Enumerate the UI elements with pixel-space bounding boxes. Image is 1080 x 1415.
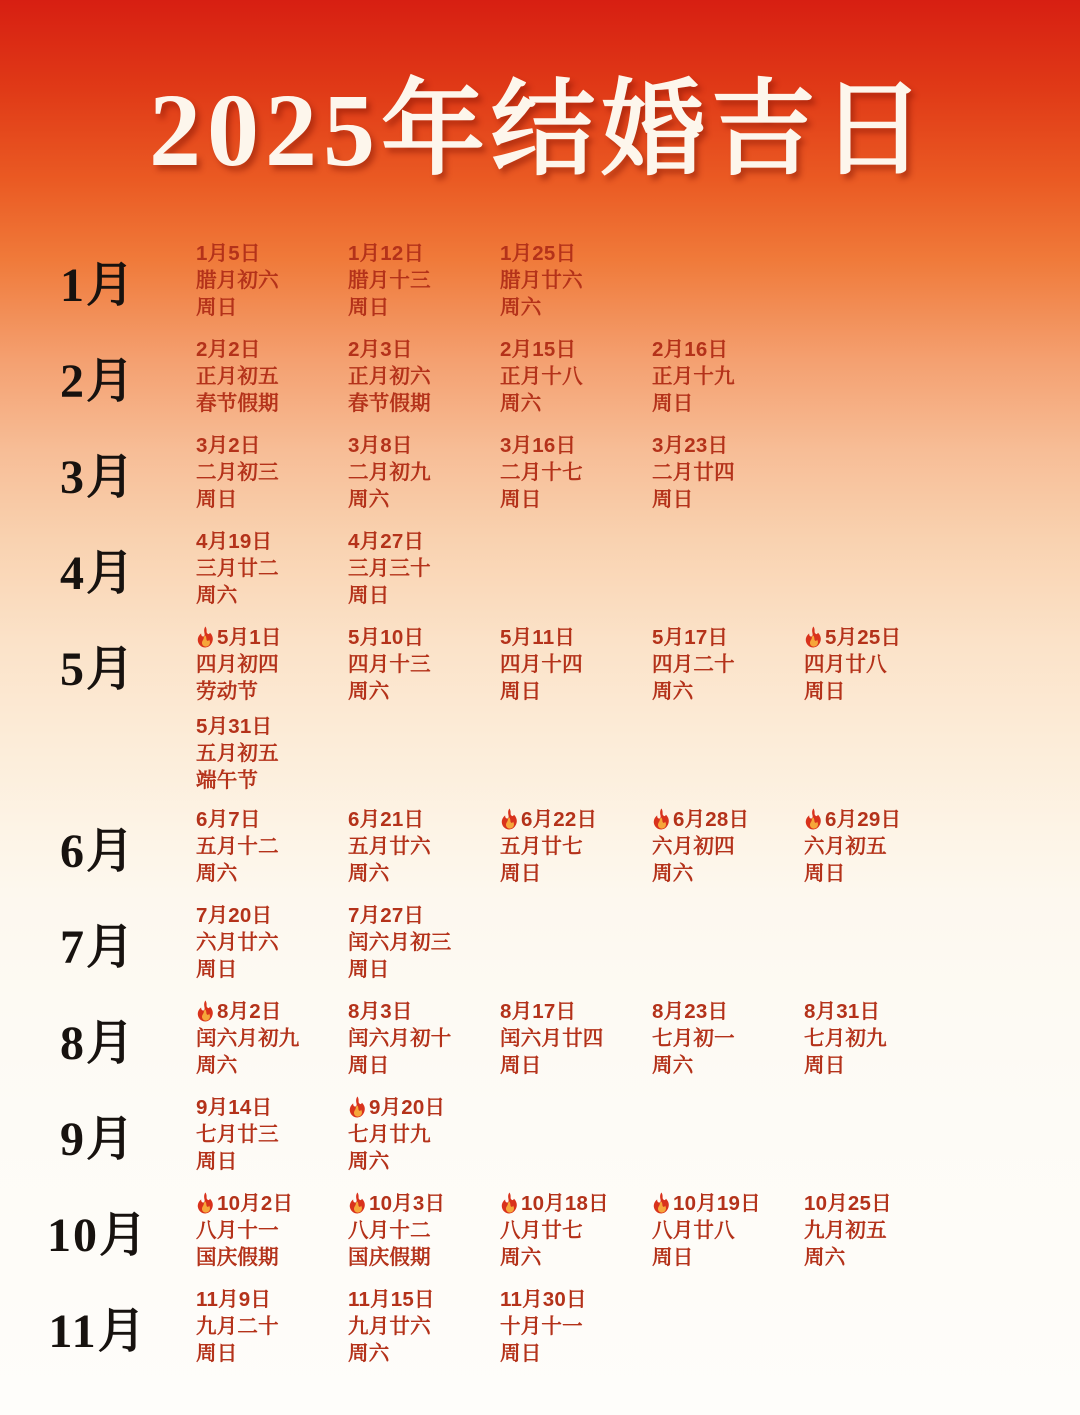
date-cell[interactable] bbox=[348, 616, 500, 705]
date-solar-text: 9月20日 bbox=[369, 1096, 446, 1119]
month-row bbox=[0, 328, 1080, 424]
month-label-2: 2月 bbox=[59, 355, 136, 408]
month-dates bbox=[196, 798, 1080, 887]
date-lunar: 四月十四 bbox=[500, 653, 583, 676]
page-title: 2025年结婚吉日 bbox=[148, 73, 931, 188]
date-weekday: 周六 bbox=[500, 1246, 542, 1269]
date-solar-text: 11月9日 bbox=[196, 1288, 272, 1311]
date-cell[interactable] bbox=[652, 616, 804, 705]
date-cell[interactable] bbox=[196, 616, 348, 705]
date-weekday: 周日 bbox=[500, 1342, 542, 1365]
date-weekday: 春节假期 bbox=[196, 392, 279, 415]
date-cell[interactable] bbox=[196, 424, 348, 513]
date-solar bbox=[348, 336, 492, 363]
date-weekday: 周六 bbox=[500, 392, 542, 415]
date-solar bbox=[804, 998, 948, 1025]
date-solar bbox=[196, 1094, 340, 1121]
date-solar-text: 7月20日 bbox=[196, 904, 273, 927]
date-cell[interactable] bbox=[196, 705, 348, 794]
date-solar-text: 5月31日 bbox=[196, 715, 273, 738]
date-weekday: 周日 bbox=[196, 488, 238, 511]
date-solar bbox=[500, 432, 644, 459]
date-solar-text: 1月5日 bbox=[196, 242, 261, 265]
month-row bbox=[0, 1182, 1080, 1278]
date-lunar: 五月廿七 bbox=[500, 835, 583, 858]
date-solar-text: 2月3日 bbox=[348, 338, 413, 361]
date-solar-text: 2月15日 bbox=[500, 338, 577, 361]
date-solar bbox=[348, 432, 492, 459]
date-weekday: 周日 bbox=[652, 488, 694, 511]
date-solar-text: 4月27日 bbox=[348, 530, 425, 553]
date-solar bbox=[804, 624, 948, 651]
date-weekday: 周日 bbox=[196, 1150, 238, 1173]
date-lunar: 正月初六 bbox=[348, 365, 431, 388]
date-cell[interactable] bbox=[652, 798, 804, 887]
date-cell[interactable] bbox=[804, 616, 956, 705]
date-cell[interactable] bbox=[804, 990, 956, 1079]
date-cell[interactable] bbox=[348, 328, 500, 417]
date-weekday: 周六 bbox=[196, 1054, 238, 1077]
date-weekday: 端午节 bbox=[196, 769, 259, 792]
date-lunar: 八月廿八 bbox=[652, 1219, 735, 1242]
date-weekday: 周日 bbox=[348, 296, 390, 319]
date-lunar: 五月廿六 bbox=[348, 835, 431, 858]
date-weekday: 周六 bbox=[196, 584, 238, 607]
date-weekday: 周日 bbox=[804, 1054, 846, 1077]
date-solar-text: 10月25日 bbox=[804, 1192, 892, 1215]
date-lunar: 闰六月初十 bbox=[348, 1027, 452, 1050]
date-lunar: 腊月廿六 bbox=[500, 269, 583, 292]
date-solar bbox=[348, 624, 492, 651]
date-solar bbox=[652, 336, 796, 363]
date-lunar: 五月初五 bbox=[196, 742, 279, 765]
date-solar-text: 3月23日 bbox=[652, 434, 729, 457]
date-solar-text: 6月21日 bbox=[348, 808, 425, 831]
date-weekday: 周六 bbox=[348, 488, 390, 511]
flame-icon bbox=[196, 626, 215, 648]
date-cell[interactable] bbox=[500, 990, 652, 1079]
date-weekday: 周六 bbox=[652, 680, 694, 703]
date-solar-text: 4月19日 bbox=[196, 530, 273, 553]
date-cell[interactable] bbox=[348, 990, 500, 1079]
date-lunar: 十月十一 bbox=[500, 1315, 583, 1338]
date-weekday: 周日 bbox=[500, 862, 542, 885]
date-weekday: 周六 bbox=[500, 296, 542, 319]
date-solar bbox=[500, 806, 644, 833]
date-weekday: 国庆假期 bbox=[196, 1246, 279, 1269]
date-solar bbox=[196, 240, 340, 267]
month-label-4: 4月 bbox=[59, 547, 136, 600]
date-solar-text: 10月2日 bbox=[217, 1192, 294, 1215]
date-solar bbox=[348, 902, 492, 929]
date-solar bbox=[348, 1094, 492, 1121]
date-solar-text: 3月16日 bbox=[500, 434, 577, 457]
date-cell[interactable] bbox=[348, 798, 500, 887]
flame-icon bbox=[652, 1192, 671, 1214]
date-solar bbox=[348, 528, 492, 555]
date-cell[interactable] bbox=[500, 424, 652, 513]
date-solar bbox=[196, 902, 340, 929]
month-row bbox=[0, 798, 1080, 894]
date-weekday: 周六 bbox=[804, 1246, 846, 1269]
date-solar-text: 11月15日 bbox=[348, 1288, 435, 1311]
date-lunar: 八月十一 bbox=[196, 1219, 279, 1242]
date-solar-text: 11月30日 bbox=[500, 1288, 587, 1311]
date-lunar: 七月初九 bbox=[804, 1027, 887, 1050]
date-solar bbox=[348, 240, 492, 267]
date-solar bbox=[348, 998, 492, 1025]
date-lunar: 七月廿九 bbox=[348, 1123, 431, 1146]
date-weekday: 国庆假期 bbox=[348, 1246, 431, 1269]
date-lunar: 三月廿二 bbox=[196, 557, 279, 580]
date-lunar: 七月廿三 bbox=[196, 1123, 279, 1146]
month-label-11: 11月 bbox=[48, 1305, 148, 1358]
date-solar-text: 9月14日 bbox=[196, 1096, 273, 1119]
date-lunar: 闰六月廿四 bbox=[500, 1027, 604, 1050]
date-cell[interactable] bbox=[196, 328, 348, 417]
date-weekday: 劳动节 bbox=[196, 680, 259, 703]
date-solar bbox=[500, 624, 644, 651]
date-weekday: 春节假期 bbox=[348, 392, 431, 415]
date-solar-text: 3月2日 bbox=[196, 434, 261, 457]
date-solar bbox=[652, 624, 796, 651]
date-solar-text: 5月17日 bbox=[652, 626, 729, 649]
date-weekday: 周日 bbox=[500, 1054, 542, 1077]
date-solar bbox=[196, 432, 340, 459]
date-cell[interactable] bbox=[196, 894, 348, 983]
date-solar bbox=[196, 624, 340, 651]
date-weekday: 周日 bbox=[196, 958, 238, 981]
date-solar bbox=[652, 806, 796, 833]
date-weekday: 周六 bbox=[348, 680, 390, 703]
date-solar-text: 3月8日 bbox=[348, 434, 413, 457]
date-cell[interactable] bbox=[196, 1182, 348, 1271]
month-label-1: 1月 bbox=[59, 259, 136, 312]
month-dates bbox=[196, 894, 1080, 983]
date-weekday: 周日 bbox=[348, 958, 390, 981]
month-label-7: 7月 bbox=[59, 921, 136, 974]
date-solar bbox=[196, 806, 340, 833]
date-lunar: 六月初五 bbox=[804, 835, 887, 858]
date-solar-text: 7月27日 bbox=[348, 904, 425, 927]
date-solar-text: 10月19日 bbox=[673, 1192, 761, 1215]
date-solar bbox=[196, 528, 340, 555]
date-solar bbox=[348, 1286, 492, 1313]
date-cell[interactable] bbox=[500, 616, 652, 705]
date-weekday: 周六 bbox=[348, 862, 390, 885]
month-dates bbox=[196, 1086, 1080, 1175]
month-dates bbox=[196, 990, 1080, 1079]
date-cell[interactable] bbox=[804, 1182, 956, 1271]
date-solar bbox=[500, 1286, 644, 1313]
month-row bbox=[0, 1086, 1080, 1182]
date-solar-text: 5月10日 bbox=[348, 626, 425, 649]
date-weekday: 周日 bbox=[196, 1342, 238, 1365]
date-solar-text: 2月2日 bbox=[196, 338, 261, 361]
date-cell[interactable] bbox=[348, 232, 500, 321]
date-weekday: 周六 bbox=[652, 862, 694, 885]
date-weekday: 周日 bbox=[500, 488, 542, 511]
date-cell[interactable] bbox=[196, 1086, 348, 1175]
month-dates bbox=[196, 1182, 1080, 1271]
date-solar bbox=[196, 1286, 340, 1313]
date-lunar: 四月廿八 bbox=[804, 653, 887, 676]
date-weekday: 周日 bbox=[348, 1054, 390, 1077]
date-lunar: 四月初四 bbox=[196, 653, 279, 676]
month-dates bbox=[196, 424, 1080, 513]
date-lunar: 正月十八 bbox=[500, 365, 583, 388]
date-lunar: 闰六月初九 bbox=[196, 1027, 300, 1050]
date-solar-text: 8月3日 bbox=[348, 1000, 413, 1023]
month-label-10: 10月 bbox=[46, 1209, 149, 1262]
date-weekday: 周六 bbox=[348, 1342, 390, 1365]
date-solar-text: 5月25日 bbox=[825, 626, 902, 649]
date-lunar: 六月初四 bbox=[652, 835, 735, 858]
month-label-5: 5月 bbox=[59, 643, 136, 696]
date-solar bbox=[804, 806, 948, 833]
date-solar-text: 8月31日 bbox=[804, 1000, 881, 1023]
date-solar-text: 5月11日 bbox=[500, 626, 576, 649]
date-cell[interactable] bbox=[196, 232, 348, 321]
flame-icon bbox=[500, 1192, 519, 1214]
auspicious-days-table bbox=[0, 232, 1080, 1374]
flame-icon bbox=[804, 626, 823, 648]
date-solar bbox=[196, 713, 340, 740]
month-dates bbox=[196, 520, 1080, 609]
date-cell[interactable] bbox=[196, 990, 348, 1079]
flame-icon bbox=[652, 808, 671, 830]
date-lunar: 三月三十 bbox=[348, 557, 431, 580]
date-lunar: 五月十二 bbox=[196, 835, 279, 858]
date-lunar: 二月廿四 bbox=[652, 461, 735, 484]
date-solar-text: 10月18日 bbox=[521, 1192, 609, 1215]
date-lunar: 四月二十 bbox=[652, 653, 735, 676]
date-lunar: 四月十三 bbox=[348, 653, 431, 676]
date-solar-text: 1月12日 bbox=[348, 242, 425, 265]
date-solar-text: 6月28日 bbox=[673, 808, 750, 831]
month-row bbox=[0, 520, 1080, 616]
date-cell[interactable] bbox=[196, 798, 348, 887]
date-cell[interactable] bbox=[500, 1278, 652, 1367]
month-dates bbox=[196, 616, 1080, 794]
date-lunar: 八月廿七 bbox=[500, 1219, 583, 1242]
date-cell[interactable] bbox=[500, 328, 652, 417]
date-solar bbox=[652, 1190, 796, 1217]
date-cell[interactable] bbox=[652, 990, 804, 1079]
month-row bbox=[0, 616, 1080, 798]
date-cell[interactable] bbox=[500, 1182, 652, 1271]
flame-icon bbox=[196, 1192, 215, 1214]
date-weekday: 周六 bbox=[652, 1054, 694, 1077]
date-lunar: 正月十九 bbox=[652, 365, 735, 388]
date-cell[interactable] bbox=[500, 232, 652, 321]
date-cell[interactable] bbox=[804, 798, 956, 887]
date-cell[interactable] bbox=[348, 1278, 500, 1367]
date-solar-text: 6月7日 bbox=[196, 808, 261, 831]
date-solar bbox=[652, 432, 796, 459]
date-cell[interactable] bbox=[652, 328, 804, 417]
date-cell[interactable] bbox=[348, 1182, 500, 1271]
month-dates bbox=[196, 1278, 1080, 1367]
date-solar bbox=[652, 998, 796, 1025]
month-label-3: 3月 bbox=[59, 451, 136, 504]
date-solar-text: 6月29日 bbox=[825, 808, 902, 831]
date-solar bbox=[196, 336, 340, 363]
date-weekday: 周日 bbox=[804, 680, 846, 703]
flame-icon bbox=[348, 1192, 367, 1214]
month-dates bbox=[196, 232, 1080, 321]
date-cell[interactable] bbox=[196, 520, 348, 609]
date-solar-text: 10月3日 bbox=[369, 1192, 446, 1215]
month-row bbox=[0, 894, 1080, 990]
date-solar-text: 2月16日 bbox=[652, 338, 729, 361]
flame-icon bbox=[348, 1096, 367, 1118]
date-solar-text: 8月23日 bbox=[652, 1000, 729, 1023]
date-lunar: 闰六月初三 bbox=[348, 931, 452, 954]
date-lunar: 九月二十 bbox=[196, 1315, 279, 1338]
date-solar bbox=[804, 1190, 948, 1217]
date-cell[interactable] bbox=[348, 424, 500, 513]
date-solar-text: 1月25日 bbox=[500, 242, 577, 265]
date-solar bbox=[196, 998, 340, 1025]
flame-icon bbox=[804, 808, 823, 830]
date-lunar: 腊月初六 bbox=[196, 269, 279, 292]
month-dates bbox=[196, 328, 1080, 417]
date-cell[interactable] bbox=[652, 1182, 804, 1271]
date-cell[interactable] bbox=[196, 1278, 348, 1367]
date-solar-text: 8月2日 bbox=[217, 1000, 282, 1023]
date-solar-text: 5月1日 bbox=[217, 626, 282, 649]
date-solar bbox=[348, 1190, 492, 1217]
date-weekday: 周六 bbox=[196, 862, 238, 885]
date-cell[interactable] bbox=[500, 798, 652, 887]
date-lunar: 九月廿六 bbox=[348, 1315, 431, 1338]
month-label-8: 8月 bbox=[59, 1017, 136, 1070]
date-lunar: 七月初一 bbox=[652, 1027, 735, 1050]
date-weekday: 周六 bbox=[348, 1150, 390, 1173]
month-row bbox=[0, 232, 1080, 328]
date-solar-text: 8月17日 bbox=[500, 1000, 577, 1023]
date-weekday: 周日 bbox=[804, 862, 846, 885]
date-lunar: 八月十二 bbox=[348, 1219, 431, 1242]
date-weekday: 周日 bbox=[348, 584, 390, 607]
date-solar bbox=[196, 1190, 340, 1217]
date-lunar: 二月十七 bbox=[500, 461, 583, 484]
date-solar bbox=[500, 1190, 644, 1217]
date-lunar: 正月初五 bbox=[196, 365, 279, 388]
date-solar bbox=[500, 998, 644, 1025]
date-lunar: 六月廿六 bbox=[196, 931, 279, 954]
date-weekday: 周日 bbox=[652, 1246, 694, 1269]
month-row bbox=[0, 990, 1080, 1086]
month-label-9: 9月 bbox=[59, 1113, 136, 1166]
date-solar bbox=[500, 336, 644, 363]
date-lunar: 腊月十三 bbox=[348, 269, 431, 292]
date-cell[interactable] bbox=[348, 520, 500, 609]
date-solar bbox=[348, 806, 492, 833]
date-lunar: 九月初五 bbox=[804, 1219, 887, 1242]
date-weekday: 周日 bbox=[652, 392, 694, 415]
date-weekday: 周日 bbox=[196, 296, 238, 319]
date-lunar: 二月初九 bbox=[348, 461, 431, 484]
month-row bbox=[0, 424, 1080, 520]
date-cell[interactable] bbox=[348, 1086, 500, 1175]
month-row bbox=[0, 1278, 1080, 1374]
date-lunar: 二月初三 bbox=[196, 461, 279, 484]
flame-icon bbox=[500, 808, 519, 830]
date-solar bbox=[500, 240, 644, 267]
date-solar-text: 6月22日 bbox=[521, 808, 598, 831]
flame-icon bbox=[196, 1000, 215, 1022]
month-label-6: 6月 bbox=[59, 825, 136, 878]
date-cell[interactable] bbox=[652, 424, 804, 513]
date-weekday: 周日 bbox=[500, 680, 542, 703]
date-cell[interactable] bbox=[348, 894, 500, 983]
